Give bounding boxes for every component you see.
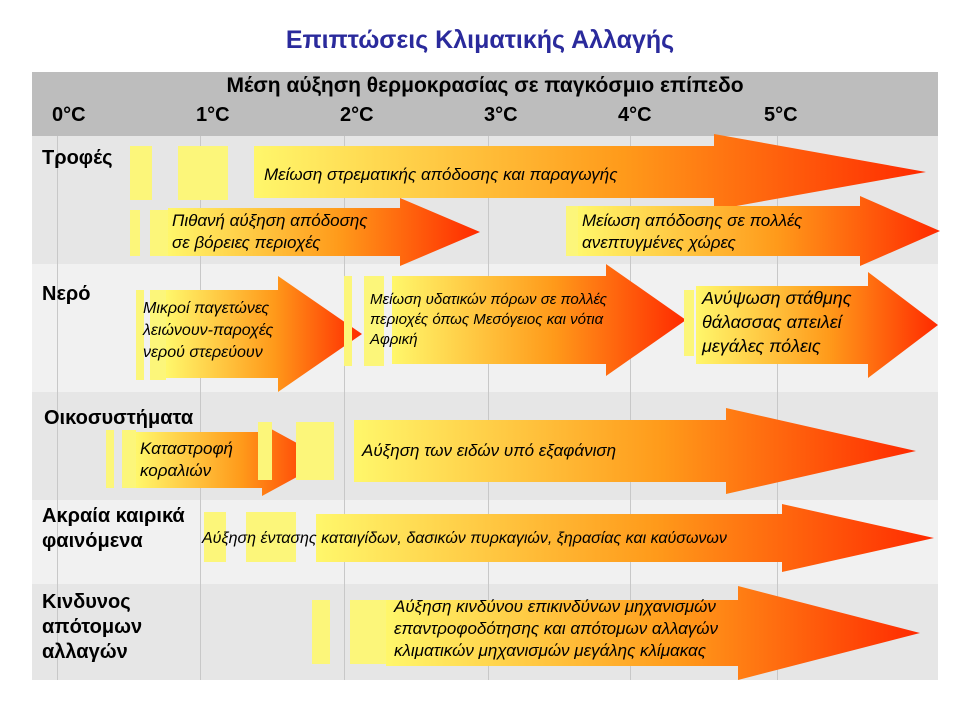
row-label-risk: Κινδυνος απότομων αλλαγών <box>42 591 143 663</box>
arrow-lead-bar <box>258 422 272 480</box>
tick-3c: 3°C <box>484 104 518 126</box>
temperature-axis-title: Μέση αύξηση θερμοκρασίας σε παγκόσμιο επίπεδο <box>226 74 744 97</box>
diagram-title: Επιπτώσεις Κλιματικής Αλλαγής <box>285 26 675 54</box>
row-label-water: Νερό <box>42 283 91 305</box>
tick-1c: 1°C <box>196 104 230 126</box>
arrow-lead-bar <box>566 206 578 256</box>
arrow-lead-bar <box>684 290 694 356</box>
arrow-label: Αύξηση κινδύνου επικινδύνων μηχανισμών επαντροφοδότησης και απότομων αλλαγών κλιματικών μηχανισμών μεγάλης κλίμακας <box>394 597 719 660</box>
arrow-lead-bar <box>106 430 114 488</box>
arrow-label: Καταστροφή κοραλιών <box>140 439 233 480</box>
arrow-label: Αύξηση έντασης καταιγίδων, δασικών πυρκαγιών, ξηρασίας και καύσωνων <box>202 530 727 547</box>
arrow-label: Μείωση στρεματικής απόδοσης και παραγωγής <box>264 165 618 184</box>
arrow-label: Μείωση απόδοσης σε πολλές ανεπτυγμένες χώρες <box>582 211 803 252</box>
arrow-label: Ανύψωση στάθμης θάλασσας απειλεί μεγάλες πόλεις <box>702 288 852 356</box>
row-label-ecosystems: Οικοσυστήματα <box>44 407 194 429</box>
arrow-lead-bar <box>344 276 352 366</box>
tick-4c: 4°C <box>618 104 652 126</box>
tick-0c: 0°C <box>52 104 86 126</box>
arrow-lead-bar <box>130 146 152 200</box>
arrow-label: Πιθανή αύξηση απόδοσης σε βόρειες περιοχές <box>172 211 368 252</box>
arrow-label: Μικροί παγετώνες λειώνουν-παροχές νερού στερεύουν <box>143 300 274 361</box>
arrow-lead-bar <box>178 146 228 200</box>
arrow-label: Μείωση υδατικών πόρων σε πολλές περιοχές όπως Μεσόγειος και νότια Αφρική <box>370 291 607 348</box>
arrow-lead-bar <box>130 210 140 256</box>
row-label-food: Τροφές <box>42 147 113 169</box>
arrow-label: Αύξηση των ειδών υπό εξαφάνιση <box>362 441 617 460</box>
tick-2c: 2°C <box>340 104 374 126</box>
arrow-lead-bar <box>312 600 330 664</box>
arrow-lead-bar <box>350 600 386 664</box>
arrow-lead-bar <box>150 210 168 256</box>
tick-5c: 5°C <box>764 104 798 126</box>
arrow-lead-bar <box>296 422 334 480</box>
row-label-extreme: Ακραία καιρικά φαινόμενα <box>42 505 185 552</box>
arrow-lead-bar <box>122 430 136 488</box>
